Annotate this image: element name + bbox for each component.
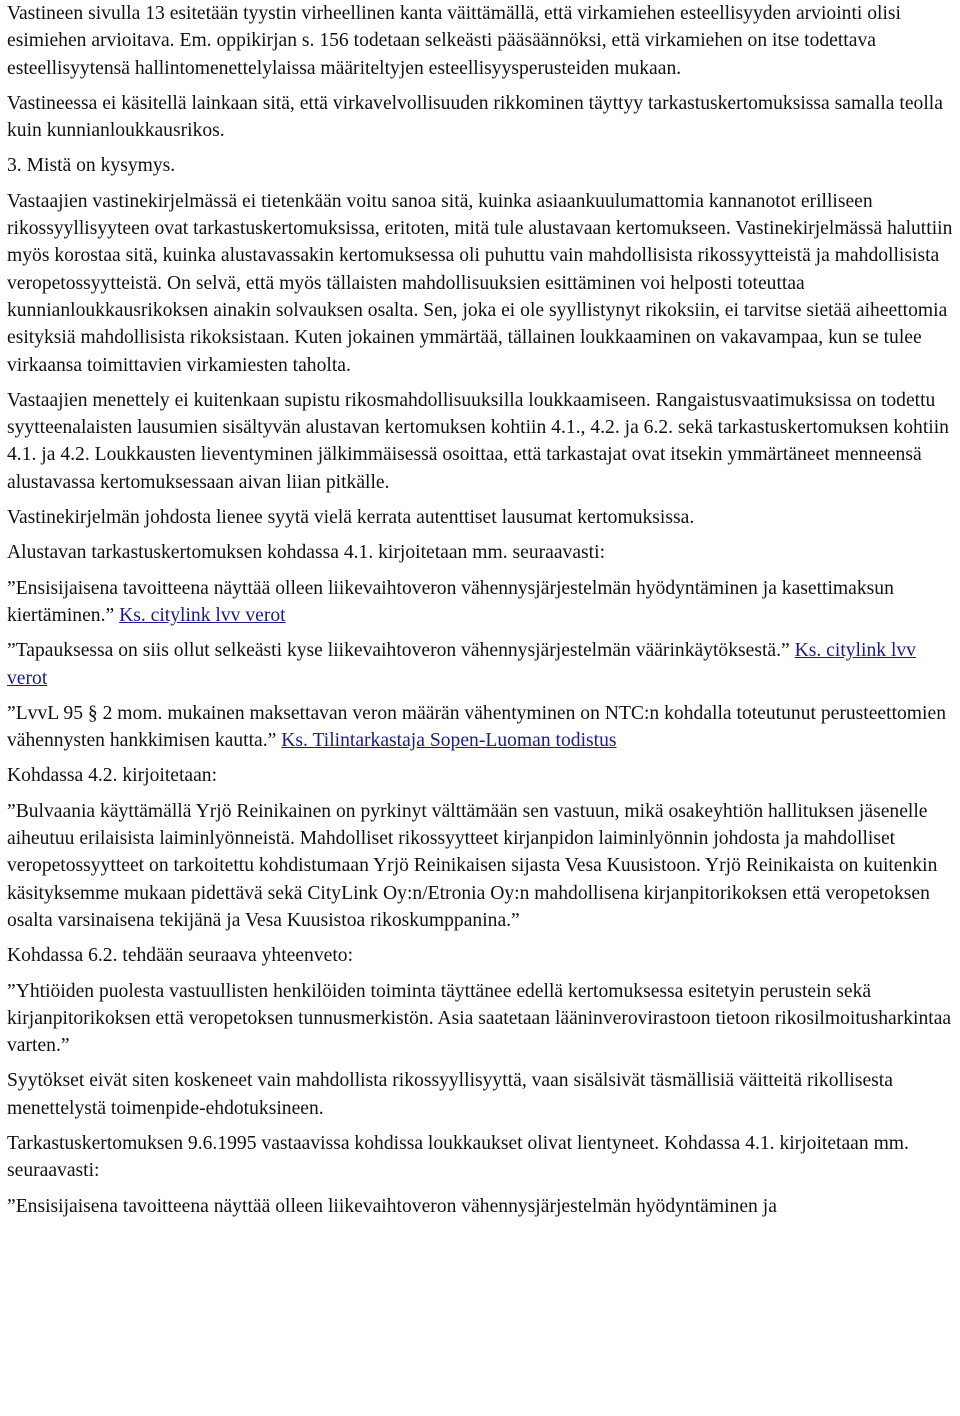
link-citylink-lvv-verot-1[interactable]: Ks. citylink lvv verot (119, 604, 286, 626)
quote-3 (7, 700, 957, 755)
quote-5: ”Yhtiöiden puolesta vastuullisten henkilöiden toiminta täyttänee edellä kertomuksessa esitetyin perustein sekä kirjanpitorikoksen että veropetoksen tunnusmerkistön. Asia saatetaan lääninverovirastoon tietoon rikosilmoitusharkintaa varten.” (7, 980, 952, 1057)
paragraph-syytokset: Syytökset eivät siten koskeneet vain mahdollista rikossyyllisyyttä, vaan sisälsivät täsmällisiä väitteitä rikollisesta menettelystä toimenpide-ehdotuksineen. (7, 1070, 893, 1119)
quote-6: ”Ensisijaisena tavoitteena näyttää olleen liikevaihtoveron vähennysjärjestelmän hyödyntäminen ja (7, 1195, 777, 1217)
paragraph-kerrata: Vastinekirjelmän johdosta lienee syytä vielä kerrata autenttiset lausumat kertomuksissa. (7, 507, 695, 529)
paragraph-tarkastuskertomus-1995: Tarkastuskertomuksen 9.6.1995 vastaavissa kohdissa loukkaukset olivat lientyneet. Kohdassa 4.1. kirjoitetaan mm. seuraavasti: (7, 1132, 909, 1182)
quote-2 (7, 637, 957, 692)
section-heading-3: 3. Mistä on kysymys. (7, 155, 176, 177)
paragraph-menettely: Vastaajien menettely ei kuitenkaan supistu rikosmahdollisuuksilla loukkaamiseen. Rangaistusvaatimuksissa on todettu syytteenalaisten lausumien sisältyvän alustavan kertomuksen kohtiin 4.1., 4.2. ja 6.2. sekä tarkastuskertomuksen kohtiin 4.1. ja 4.2. Loukkausten lieventyminen jälkimmäisessä osoittaa, että tarkastajat ovat itsekin ymmärtäneet menneensä alustavassa kertomuksessaan aivan liian pitkälle. (7, 389, 949, 493)
quote-3-text: ”LvvL 95 § 2 mom. mukainen maksettavan veron määrän vähentyminen on NTC:n kohdalla toteutunut perusteettomien vähennysten hankkimisen kautta.” (7, 702, 946, 752)
paragraph-kohta-4-2: Kohdassa 4.2. kirjoitetaan: (7, 765, 218, 787)
quote-4: ”Bulvaania käyttämällä Yrjö Reinikainen on pyrkinyt välttämään sen vastuun, mikä osakeyhtiön hallituksen jäsenelle aiheutuu erilaisista laiminlyönneistä. Mahdolliset rikossyytteet kirjanpidon laiminlyönnin johdosta ja mahdolliset veropetossyytteet on tarkoitettu kohdistumaan Yrjö Reinikaisen sijasta Vesa Kuusistoon. Yrjö Reinikaista on kuitenkin käsityksemme mukaan pidettävä sekä CityLink Oy:n/Etronia Oy:n mahdollisena kirjanpitorikoksen että veropetoksen osalta varsinaisena tekijänä ja Vesa Kuusistoa rikoskumppanina.” (7, 800, 938, 931)
quote-1 (7, 575, 957, 630)
paragraph-kohta-6-2: Kohdassa 6.2. tehdään seuraava yhteenveto: (7, 945, 354, 967)
paragraph-virkavelvollisuus: Vastineessa ei käsitellä lainkaan sitä, että virkavelvollisuuden rikkominen täyttyy tarkastuskertomuksissa samalla teolla kuin kunnianloukkausrikos. (7, 92, 943, 142)
paragraph-esteellisyys: Vastineen sivulla 13 esitetään tyystin virheellinen kanta väittämällä, että virkamiehen esteellisyyden arviointi olisi esimiehen arvioitava. Em. oppikirjan s. 156 todetaan selkeästi pääsäännöksi, että virkamiehen on itse todettava esteellisyytensä hallintomenettelylaissa määriteltyjen esteellisyysperusteiden mukaan. (7, 3, 901, 79)
paragraph-vastinekirjelma: Vastaajien vastinekirjelmässä ei tietenkään voitu sanoa sitä, kuinka asiaankuulumattomia kannanotot erilliseen rikossyyllisyyteen ovat tarkastuskertomuksissa, eritoten, mitä tule alustavaan kertomukseen. Vastinekirjelmässä haluttiin myös korostaa sitä, kuinka alustavassakin kertomuksessa oli puhuttu vain mahdollisista rikossyytteistä ja mahdollisista veropetossyytteistä. On selvä, että myös tällaisten mahdollisuuksien esittäminen voi helposti toteuttaa kunnianloukkausrikoksen ainakin solvauksen osalta. Sen, joka ei ole syyllistynyt rikoksiin, ei tarvitse sietää aiheettomia esityksiä mahdollisista rikoksistaan. Kuten jokainen ymmärtää, tällainen loukkaaminen on vakavampaa, kun se tulee virkaansa toimittavien virkamiesten taholta. (7, 190, 953, 376)
link-tilintarkastaja-todistus[interactable]: Ks. Tilintarkastaja Sopen-Luoman todistus (281, 730, 617, 752)
link-citylink-lvv-verot-2[interactable]: Ks. citylink lvv verot (7, 640, 916, 689)
quote-1-text: ”Ensisijaisena tavoitteena näyttää olleen liikevaihtoveron vähennysjärjestelmän hyödyntäminen ja kasettimaksun kiertäminen.” (7, 577, 894, 626)
quote-2-text: ”Tapauksessa on siis ollut selkeästi kyse liikevaihtoveron vähennysjärjestelmän väärinkäytöksestä.” (7, 640, 795, 662)
paragraph-kohta-4-1: Alustavan tarkastuskertomuksen kohdassa 4.1. kirjoitetaan mm. seuraavasti: (7, 542, 606, 564)
